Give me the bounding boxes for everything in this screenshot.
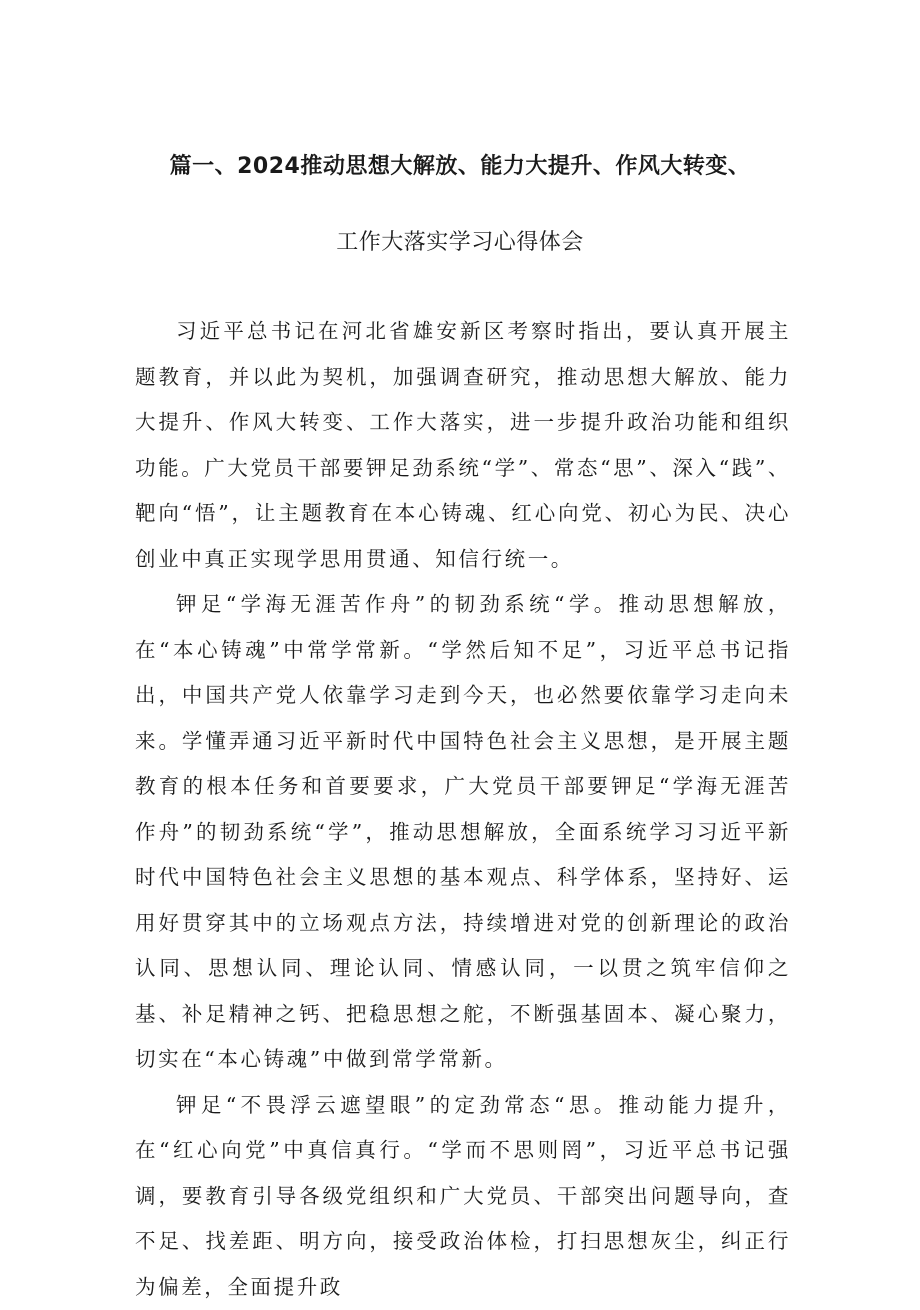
paragraph-think: 钾足“不畏浮云遮望眼”的定劲常态“思。推动能力提升，在“红心向党”中真信真行。“学而不思则罔”，习近平总书记强调，要教育引导各级党组织和广大党员、干部突出问题导向，查不足、找差距、明方向，接受政治体检，打扫思想灰尘，纠正行为偏差，全面提升政 [135,1083,791,1310]
title-line-1: 篇一、2024推动思想大解放、能力大提升、作风大转变、 [0,150,920,184]
document-title [0,150,920,260]
paragraph-study: 钾足“学海无涯苦作舟”的韧劲系统“学。推动思想解放，在“本心铸魂”中常学常新。“学然后知不足”，习近平总书记指出，中国共产党人依靠学习走到今天，也必然要依靠学习走向未来。学懂弄通习近平新时代中国特色社会主义思想，是开展主题教育的根本任务和首要要求，广大党员干部要钾足“学海无涯苦作舟”的韧劲系统“学”，推动思想解放，全面系统学习习近平新时代中国特色社会主义思想的基本观点、科学体系，坚持好、运用好贯穿其中的立场观点方法，持续增进对党的创新理论的政治认同、思想认同、理论认同、情感认同，一以贯之筑牢信仰之基、补足精神之钙、把稳思想之舵，不断强基固本、凝心聚力，切实在“本心铸魂”中做到常学常新。 [135,582,791,1083]
document-body [135,309,791,1310]
title-line-2: 工作大落实学习心得体会 [0,226,920,260]
paragraph-intro: 习近平总书记在河北省雄安新区考察时指出，要认真开展主题教育，并以此为契机，加强调查研究，推动思想大解放、能力大提升、作风大转变、工作大落实，进一步提升政治功能和组织功能。广大党员干部要钾足劲系统“学”、常态“思”、深入“践”、靶向“悟”，让主题教育在本心铸魂、红心向党、初心为民、决心创业中真正实现学思用贯通、知信行统一。 [135,309,791,582]
